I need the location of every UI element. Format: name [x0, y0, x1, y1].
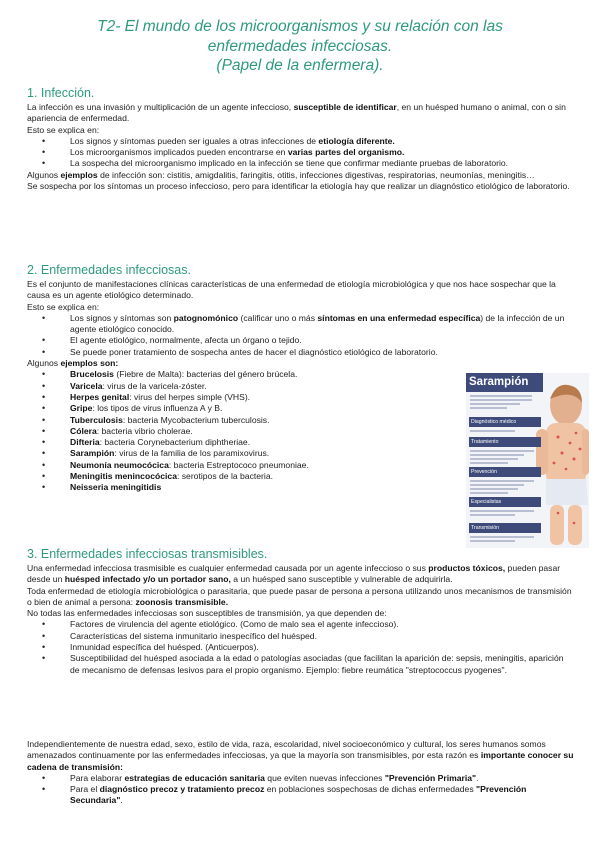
example-item: • Tuberculosis: bacteria Mycobacterium tuberculosis.: [27, 415, 437, 426]
list-item: • Los microorganismos implicados pueden encontrarse en varias partes del organismo.: [27, 147, 575, 158]
example-item: • Herpes genital: virus del herpes simple (VHS).: [27, 392, 437, 403]
paragraph: Independientemente de nuestra edad, sexo, estilo de vida, raza, escolaridad, nivel socioeconómico y cultural, los seres humanos somos amenazados continuamente por las enfermedades infecciosas, ya que la mayoría son transmisibles, por esta razón es importante conocer su cadena de transmisión:: [27, 739, 574, 772]
section-infeccion: [27, 85, 575, 192]
list-item: • Factores de virulencia del agente etiológico. (Como de malo sea el agente infeccioso).: [27, 619, 575, 630]
example-item: • Sarampión: virus de la familia de los paramixovirus.: [27, 448, 437, 459]
infographic-lines: [470, 430, 534, 434]
list-item: • Se puede poner tratamiento de sospecha antes de hacer el diagnóstico etiológico de laboratorio.: [27, 347, 575, 358]
infographic-lines: [470, 480, 534, 496]
infographic-lines: [470, 536, 534, 544]
example-item: • Difteria: bacteria Corynebacterium diphtheriae.: [27, 437, 437, 448]
list-item: • Para el diagnóstico precoz y tratamiento precoz en poblaciones sospechosas de dichas enfermedades "Prevención Secundaria".: [27, 784, 575, 807]
infographic-row: Transmisión: [469, 523, 541, 533]
title-line-1: T2- El mundo de los microorganismos y su relación con las: [97, 18, 503, 35]
list-item: • Inmunidad específica del huésped. (Anticuerpos).: [27, 642, 575, 653]
section-enfermedades-transmisibles: [27, 546, 575, 676]
paragraph: Algunos ejemplos de infección son: cistitis, amigdalitis, faringitis, otitis, infecciones digestivas, respiratorias, neumonías, meningitis…: [27, 169, 535, 180]
paragraph: Esto se explica en:: [27, 124, 100, 135]
section-cadena-transmision: [27, 739, 575, 807]
example-item: • Brucelosis (Fiebre de Malta): bacterias del género brúcela.: [27, 369, 437, 380]
title-line-3: (Papel de la enfermera).: [216, 57, 384, 74]
infographic-row: Especialistas: [469, 497, 541, 507]
list-item: • Características del sistema inmunitario inespecífico del huésped.: [27, 631, 575, 642]
document-title: [40, 17, 560, 76]
infographic-row: Prevención: [469, 467, 541, 477]
section-heading: 3. Enfermedades infecciosas transmisibles.: [27, 547, 268, 561]
paragraph: No todas las enfermedades infecciosas son susceptibles de transmisión, ya que dependen de:: [27, 608, 387, 619]
paragraph: Toda enfermedad de etiología microbiológica o parasitaria, que puede pasar de persona a persona utilizando unos mecanismos de transmisión o bien de animal a persona: zoonosis transmisible.: [27, 585, 572, 607]
bullet-list: [27, 619, 575, 675]
infographic-title: Sarampión: [466, 373, 543, 392]
paragraph: La infección es una invasión y multiplicación de un agente infeccioso, susceptible de identificar, en un huésped humano o animal, con o sin apariencia de enfermedad.: [27, 102, 566, 124]
section-heading: 1. Infección.: [27, 86, 95, 100]
list-item: • El agente etiológico, normalmente, afecta un órgano o tejido.: [27, 335, 575, 346]
bullet-list: [27, 313, 575, 358]
list-item: • Para elaborar estrategias de educación sanitaria que eviten nuevas infecciones "Prevención Primaria".: [27, 773, 575, 784]
infographic-row: Tratamiento: [469, 437, 541, 447]
title-line-2: enfermedades infecciosas.: [207, 37, 393, 55]
list-item: • La sospecha del microorganismo implicado en la infección se tiene que confirmar mediante pruebas de laboratorio.: [27, 158, 575, 169]
example-item: • Gripe: los tipos de virus influenza A y B.: [27, 403, 437, 414]
example-item: • Cólera: bacteria vibrio cholerae.: [27, 426, 437, 437]
example-item: • Varicela: virus de la varicela-zóster.: [27, 381, 437, 392]
infographic-lines: [470, 510, 534, 518]
example-item: • Neisseria meningitidis: [27, 482, 437, 493]
example-item: • Neumonía neumocócica: bacteria Estreptococo pneumoniae.: [27, 460, 437, 471]
infographic-lines: [470, 450, 534, 466]
sarampion-infographic: [466, 373, 589, 548]
section-heading: 2. Enfermedades infecciosas.: [27, 263, 191, 277]
infographic-row: Diagnóstico médico: [469, 417, 541, 427]
paragraph: Una enfermedad infecciosa trasmisible es cualquier enfermedad causada por un agente infeccioso o sus productos tóxicos, pueden pasar desde un huésped infectado y/o un portador sano, a un huésped sano susceptible y vulnerable de adquirirla.: [27, 563, 561, 585]
bullet-list: [27, 136, 575, 170]
bullet-list: [27, 773, 575, 807]
list-item: • Los signos y síntomas pueden ser iguales a otras infecciones de etiología diferente.: [27, 136, 575, 147]
paragraph: Es el conjunto de manifestaciones clínicas características de una enfermedad de etiología microbiológica y que nos hace sospechar que la causa es un agente etiológico determinado.: [27, 279, 556, 301]
paragraph: Se sospecha por los síntomas un proceso infeccioso, pero para identificar la etiología hay que realizar un diagnóstico etiológico de laboratorio.: [27, 181, 570, 192]
infographic-intro: [470, 395, 532, 411]
list-item: • Susceptibilidad del huésped asociada a la edad o patologías asociadas (que facilitan la aparición de: sepsis, meningitis, aparición de mecanismo de defensas lesivos para el propio organismo. Ejemplo: fiebre reumática "streptococcus pyogenes".: [27, 653, 575, 676]
paragraph: Algunos ejemplos son:: [27, 358, 119, 369]
example-item: • Meningitis menincocócica: serotipos de la bacteria.: [27, 471, 437, 482]
paragraph: Esto se explica en:: [27, 301, 100, 312]
examples-list: [27, 369, 437, 493]
list-item: • Los signos y síntomas son patognomónico (calificar uno o más síntomas en una enfermedad específica) de la infección de un agente etiológico conocido.: [27, 313, 575, 336]
